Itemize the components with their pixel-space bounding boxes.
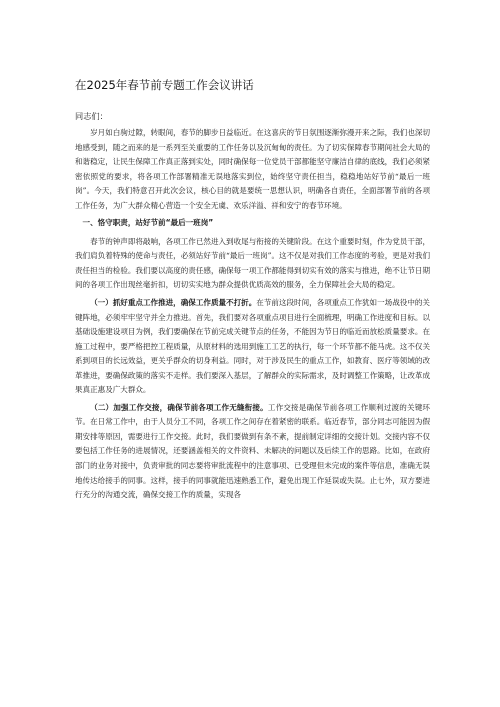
intro-paragraph: 岁月如白驹过隙，转眼间，春节的脚步日益临近。在这喜庆的节日氛围逐渐弥漫开来之际，我们也深切地感受到，随之而来的是一系列至关重要的工作任务以及沉甸甸的责任。为了切实保障春节期间社会大局的和谐稳定，让民生保障工作真正落到实处，同时确保每一位党员干部都能坚守廉洁自律的底线，我们必须紧密依照党的要求，将各项工作部署精准无误地落实到位，始终坚守责任担当，稳稳地站好节前“最后一班岗”。今天，我们特意召开此次会议，核心目的就是要统一思想认识，明确各自责任，全面部署节前的各项工作任务，为广大群众精心营造一个安全无虞、欢乐洋溢、祥和安宁的春节环境。: [75, 128, 430, 210]
salutation: 同志们：: [75, 111, 108, 121]
document-title: 在2025年春节前专题工作会议讲话: [75, 78, 254, 92]
subsection-1-heading: （一）抓好重点工作推进，确保工作质量不打折。: [90, 298, 257, 308]
section-heading-1: 一、恪守职责，站好节前“最后一班岗”: [82, 218, 214, 228]
subsection-2-heading: （二）加强工作交接，确保节前各项工作无缝衔接。: [90, 402, 268, 412]
subsection-1-paragraph: [75, 296, 430, 398]
section-1-paragraph: 春节的钟声即将敲响，各项工作已然进入到收尾与衔接的关键阶段。在这个重要时刻，作为党员干部，我们肩负着特殊的使命与责任，必须站好节前“最后一班岗”。这不仅是对我们工作态度的考验，更是对我们责任担当的检验。我们要以高度的责任感，确保每一项工作都能得到切实有效的落实与推进，绝不让节日期间的各项工作出现丝毫折扣，切切实实地为群众提供优质高效的服务，全力保障社会大局的稳定。: [75, 236, 430, 290]
document-body: [75, 126, 430, 503]
subsection-1-text: 在节前这段时间，各项重点工作犹如一场战役中的关键阵地，必须牢牢坚守并全力推进。首先，我们要对各项重点项目进行全面梳理，明确工作进度和目标。以基础设施建设项目为例，我们要确保在节前完成关键节点的任务，不能因为节日的临近而放松质量要求。在施工过程中，要严格把控工程质量，从原材料的选用到施工工艺的执行，每一个环节都不能马虎。这不仅关系到项目的长远效益，更关乎群众的切身利益。同时，对于涉及民生的重点工作，如教育、医疗等领域的改革推进，要确保政策的落实不走样。我们要深入基层，了解群众的实际需求，及时调整工作策略，让改革成果真正惠及广大群众。: [75, 298, 430, 395]
subsection-2-paragraph: [75, 401, 430, 503]
subsection-2-text: 工作交接是确保节前各项工作顺利过渡的关键环节。在日常工作中，由于人员分工不同，各项工作之间存在着紧密的联系。临近春节，部分同志可能因为假期安排等原因，需要进行工作交接。此时，我们要做到有条不紊，提前制定详细的交接计划。交接内容不仅要包括工作任务的进展情况，还要涵盖相关的文件资料、未解决的问题以及后续工作的思路。比如，在政府部门的业务对接中，负责审批的同志要将审批流程中的注意事项、已受理但未完成的案件等信息，准确无误地传达给接手的同事。这样，接手的同事就能迅速熟悉工作，避免出现工作延误或失误。止七外，双方要进行充分的沟通交流，确保交接工作的质量，实现各: [75, 402, 430, 500]
